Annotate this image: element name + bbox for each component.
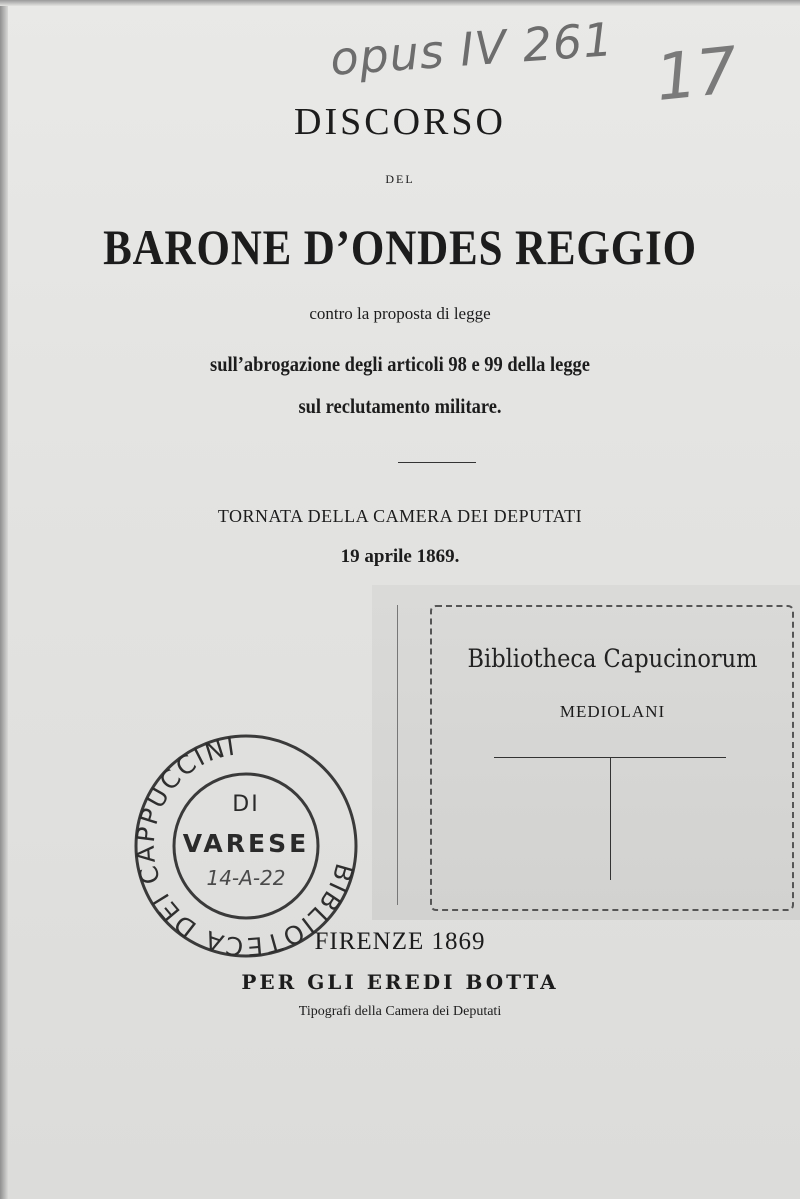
handwritten-number: 17	[652, 33, 742, 117]
stamp-city: VARESE	[182, 829, 310, 858]
page-edge-top	[0, 0, 800, 6]
subject-line-3: sul reclutamento militare.	[298, 394, 502, 418]
title-discorso: DISCORSO	[294, 101, 506, 143]
subject-line-2: sull’abrogazione degli articoli 98 e 99 della legge	[210, 352, 590, 376]
session-date: 19 aprile 1869.	[340, 546, 460, 567]
divider-rule	[398, 462, 476, 463]
stamp-date: 14-A-22	[206, 866, 286, 890]
imprint-subtitle: Tipografi della Camera dei Deputati	[298, 1004, 502, 1019]
subject-line-1: contro la proposta di legge	[309, 304, 491, 323]
stamp-di: DI	[232, 792, 260, 817]
handwritten-shelfmark: opus IV 261	[328, 12, 616, 86]
imprint-city-year: FIRENZE 1869	[314, 928, 486, 955]
session-tornata: TORNATA DELLA CAMERA DEI DEPUTATI	[217, 506, 583, 526]
imprint-publisher: PER GLI EREDI BOTTA	[241, 970, 559, 994]
label-city: MEDIOLANI	[559, 702, 666, 721]
author-title: BARONE D’ONDES REGGIO	[103, 219, 697, 275]
label-vertical-line	[610, 757, 611, 880]
title-del: DEL	[385, 172, 415, 186]
stamp-ring-text: BIBLIOTECA DEI CAPPUCCINI	[130, 731, 360, 962]
label-fold-line	[397, 605, 398, 905]
label-title: Bibliotheca Capucinorum	[467, 644, 758, 673]
